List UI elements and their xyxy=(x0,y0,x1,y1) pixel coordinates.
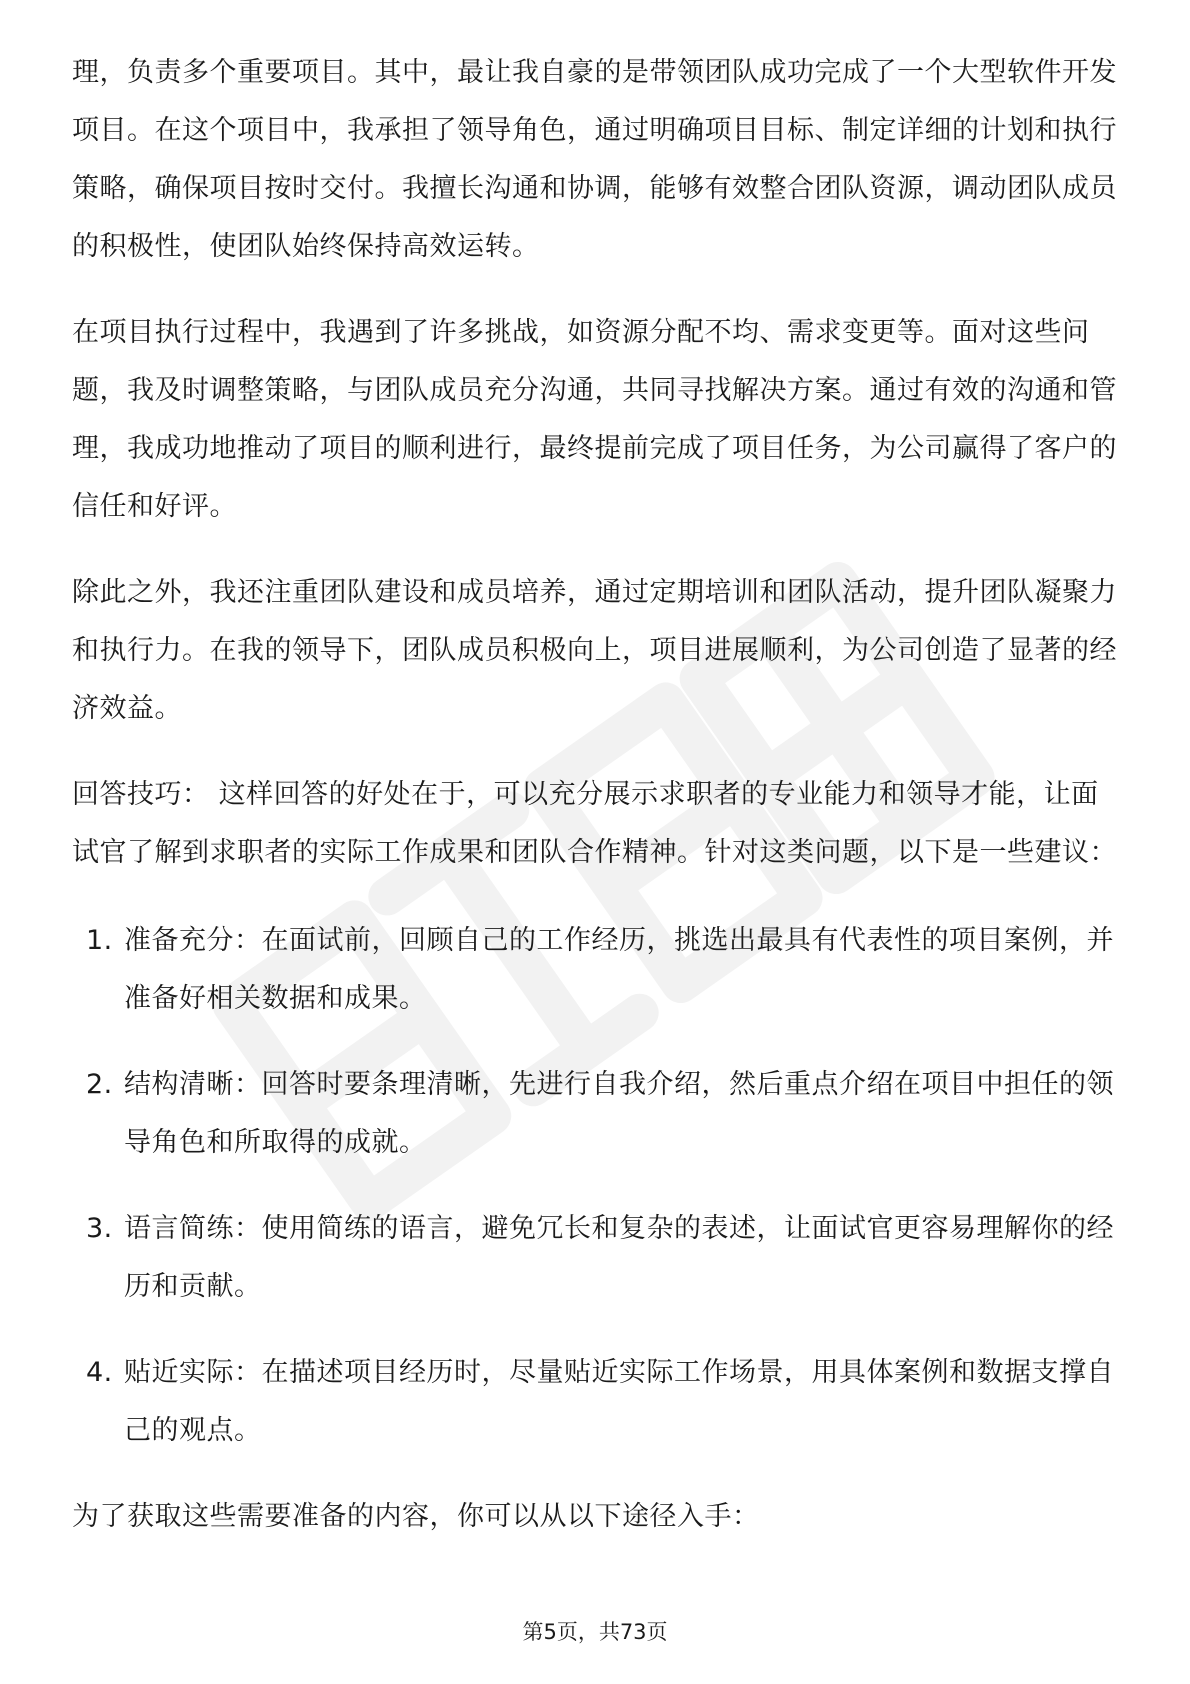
paragraph-project-experience: 理，负责多个重要项目。其中，最让我自豪的是带领团队成功完成了一个大型软件开发项目。在这个项目中，我承担了领导角色，通过明确项目目标、制定详细的计划和执行策略，确保项目按时交付。我擅长沟通和协调，能够有效整合团队资源，调动团队成员的积极性，使团队始终保持高效运转。 xyxy=(72,57,1117,262)
list-number: 3. xyxy=(86,1213,113,1244)
document-body xyxy=(72,44,1122,1574)
list-item-text: 语言简练：使用简练的语言，避免冗长和复杂的表述，让面试官更容易理解你的经历和贡献。 xyxy=(124,1213,1114,1302)
page-number-footer: 第5页，共73页 xyxy=(522,1620,668,1644)
paragraph-team-building: 除此之外，我还注重团队建设和成员培养，通过定期培训和团队活动，提升团队凝聚力和执行力。在我的领导下，团队成员积极向上，项目进展顺利，为公司创造了显著的经济效益。 xyxy=(72,577,1117,724)
list-number: 2. xyxy=(86,1069,113,1100)
list-item xyxy=(72,1056,1124,1172)
list-item xyxy=(72,1200,1124,1316)
list-item-text: 准备充分：在面试前，回顾自己的工作经历，挑选出最具有代表性的项目案例，并准备好相关数据和成果。 xyxy=(124,925,1114,1014)
tips-list xyxy=(72,912,1122,1460)
paragraph-challenges: 在项目执行过程中，我遇到了许多挑战，如资源分配不均、需求变更等。面对这些问题，我及时调整策略，与团队成员充分沟通，共同寻找解决方案。通过有效的沟通和管理，我成功地推动了项目的顺利进行，最终提前完成了项目任务，为公司赢得了客户的信任和好评。 xyxy=(72,317,1117,522)
list-item-text: 结构清晰：回答时要条理清晰，先进行自我介绍，然后重点介绍在项目中担任的领导角色和所取得的成就。 xyxy=(124,1069,1114,1158)
paragraph-answer-tips: 回答技巧： 这样回答的好处在于，可以充分展示求职者的专业能力和领导才能，让面试官了解到求职者的实际工作成果和团队合作精神。针对这类问题，以下是一些建议： xyxy=(72,779,1117,868)
list-item xyxy=(72,912,1124,1028)
list-number: 1. xyxy=(86,925,113,956)
list-item xyxy=(72,1344,1124,1460)
list-number: 4. xyxy=(86,1357,113,1388)
paragraph-closing: 为了获取这些需要准备的内容，你可以从以下途径入手： xyxy=(72,1501,760,1532)
list-item-text: 贴近实际：在描述项目经历时，尽量贴近实际工作场景，用具体案例和数据支撑自己的观点。 xyxy=(124,1357,1114,1446)
